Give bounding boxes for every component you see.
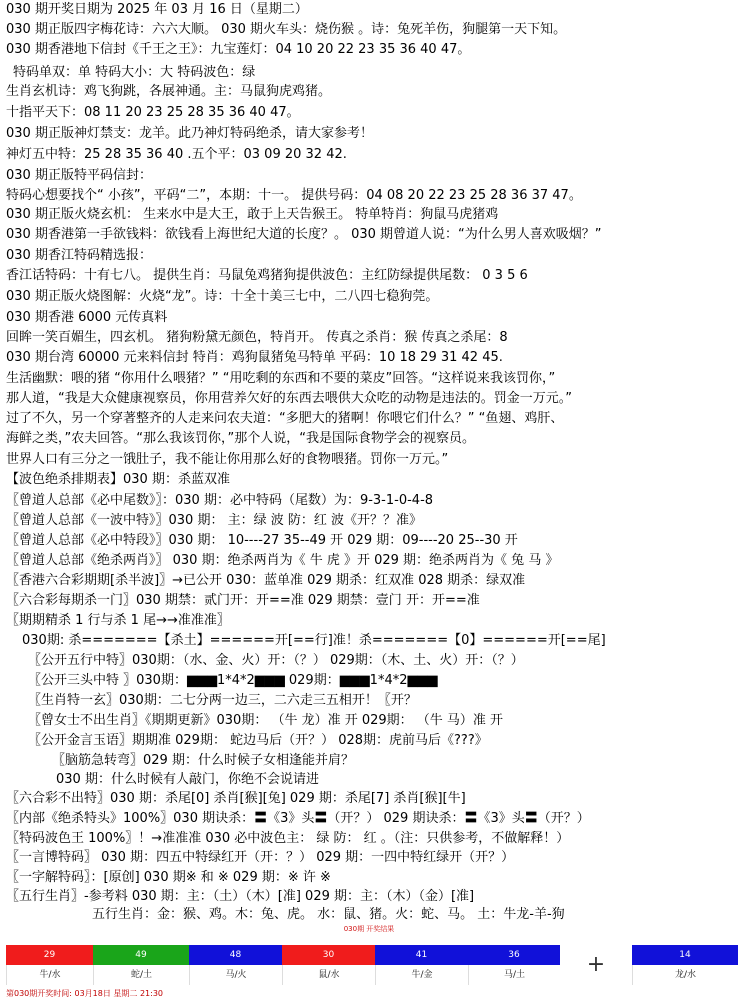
ball-label: 马/土 xyxy=(468,965,560,985)
text-line: 〖一言博特码〗 030 期：四五中特绿红开（开：？） 029 期：一四中特红绿开（开？） xyxy=(6,850,515,865)
text-line: 五行生肖：金：猴、鸡。木：兔、虎。 水：鼠、猪。火：蛇、马。 土：牛龙-羊-狗 xyxy=(92,907,565,922)
ball-label: 鼠/水 xyxy=(282,965,375,985)
text-line: 生活幽默：喂的猪 “你用什么喂猪？” “用吃剩的东西和不要的菜皮”回答。“这样说来我该罚你，” xyxy=(6,371,556,386)
text-line: 神灯五中特：25 28 35 36 40 .五个平：03 09 20 32 42. xyxy=(6,147,347,162)
result-ball: 30 xyxy=(282,945,375,965)
ball-label: 马/火 xyxy=(189,965,282,985)
text-line: 030 期正版火烧图解：火烧“龙”。诗：十全十美三七中，二八四七稳狗莞。 xyxy=(6,289,439,304)
ball-label: 牛/水 xyxy=(6,965,93,985)
text-line: 〖内部《绝杀特头》100%〗030 期诀杀：〓《3》头〓（开？） 029 期诀杀：〓《3》头〓（开？） xyxy=(6,811,590,826)
text-line: 〖公开金言玉语〗期期准 029期： 蛇边马后（开？） 028期：虎前马后《???》 xyxy=(28,733,488,748)
text-line: 〖特码波色王 100%〗！→准准准 030 必中波色主： 绿 防： 红 。（注：只供参考，不做解释！） xyxy=(6,831,570,846)
text-line: 〖一字解特码〗：[原创] 030 期※ 和 ※ 029 期：※ 许 ※ xyxy=(6,870,331,885)
text-line: 〖六合彩不出特〗030 期：杀尾[0] 杀肖[猴][兔] 029 期：杀尾[7] 杀肖[猴][牛] xyxy=(6,791,466,806)
results-title: 030期 开奖结果 xyxy=(343,925,395,933)
special-ball-label: 龙/水 xyxy=(632,965,738,985)
result-ball: 29 xyxy=(6,945,93,965)
text-line: 十指平天下：08 11 20 23 25 28 35 36 40 47。 xyxy=(6,105,300,120)
text-line: 〖曾道人总部《绝杀两肖》〗 030 期：绝杀两肖为《 牛 虎 》开 029 期：绝杀两肖为《 兔 马 》 xyxy=(6,553,559,568)
text-line: 〖香港六合彩期期[杀半波]〗→已公开 030：蓝单准 029 期杀：红双准 028 期杀：绿双准 xyxy=(6,573,526,588)
text-line: 〖五行生肖〗-参考料 030 期：主：（土）（木）[准] 029 期：主：（木）（金）[准] xyxy=(6,889,475,904)
text-line: 030期: 杀=======【杀土】======开[==行]准！杀=======【0】======开[==尾] xyxy=(22,633,606,648)
text-line: 030 期台湾 60000 元来料信封 特肖：鸡狗鼠猪兔马特单 平码：10 18 29 31 42 45. xyxy=(6,350,503,365)
text-line: 那人道，“我是大众健康视察员，你用营养欠好的东西去喂供大众吃的动物是违法的。罚金一万元。” xyxy=(6,391,572,406)
text-line: 〖期期精杀 1 行与杀 1 尾→→准准准〗 xyxy=(6,613,230,628)
text-line: 〖六合彩每期杀一门〗030 期禁：贰门开：开==准 029 期禁：壹门 开：开==准 xyxy=(6,593,480,608)
plus-icon: + xyxy=(586,952,606,977)
text-line: 世界人口有三分之一饿肚子，我不能让你用那么好的食物喂猪。罚你一万元。” xyxy=(6,452,449,467)
text-line: 海鲜之类，”农夫回答。“那么我该罚你，”那个人说，“我是国际食物学会的视察员。 xyxy=(6,431,475,446)
text-line: 030 期正版神灯禁支：龙羊。此乃神灯特码绝杀，请大家参考！ xyxy=(6,126,373,141)
draw-time-footer: 第030期开奖时间: 03月18日 星期二 21:30 xyxy=(6,989,164,998)
text-line: 030 期香江特码精选报： xyxy=(6,248,152,263)
result-ball: 41 xyxy=(375,945,468,965)
ball-label: 牛/金 xyxy=(375,965,468,985)
text-line: 回眸一笑百媚生，四玄机。 猪狗粉黛无颜色，特肖开。 传真之杀肖：猴 传真之杀尾：8 xyxy=(6,330,508,345)
lottery-results-panel xyxy=(0,921,738,1003)
text-line: 030 期：什么时候有人敲门，你绝不会说请进 xyxy=(56,772,319,787)
text-line: 030 期正版火烧玄机： 生来水中是大王，敢于上天告猴王。 特单特肖：狗鼠马虎猪鸡 xyxy=(6,207,499,222)
text-line: 过了不久，另一个穿著整齐的人走来问农夫道：“多肥大的猪啊！你喂它们什么？” “鱼翅、鸡肝、 xyxy=(6,411,564,426)
ball-label: 蛇/土 xyxy=(93,965,189,985)
text-line: 〖曾女士不出生肖〗《期期更新》030期： （牛 龙）准 开 029期： （牛 马）准 开 xyxy=(28,713,504,728)
text-line: 〖公开三头中特 〗030期：▆▆▆1*4*2▆▆▆ 029期：▆▆▆1*4*2▆▆▆ xyxy=(28,673,438,688)
text-line: 【波色绝杀排期表】030 期：杀蓝双准 xyxy=(6,472,230,487)
text-line: 〖曾道人总部《必中特段》〗030 期： 10----27 35--49 开 029 期：09----20 25--30 开 xyxy=(6,533,518,548)
text-line: 030 期香港地下信封《千王之王》：九宝莲灯：04 10 20 22 23 35 36 40 47。 xyxy=(6,42,471,57)
result-ball: 49 xyxy=(93,945,189,965)
text-line: 030 期开奖日期为 2025 年 03 月 16 日（星期二） xyxy=(6,2,308,17)
text-line: 〖脑筋急转弯〗029 期：什么时候子女相逢能并肩？ xyxy=(52,753,354,768)
text-line: 特码单双：单 特码大小：大 特码波色：绿 xyxy=(13,65,256,80)
text-line: 030 期正版四字梅花诗：六六大顺。 030 期火车头：烧伤猴 。诗：兔死羊伤，狗腿第一天下知。 xyxy=(6,22,567,37)
text-line: 香江话特码：十有七八。 提供生肖：马鼠兔鸡猪狗提供波色：主红防绿提供尾数： 0 3 5 6 xyxy=(6,268,528,283)
text-line: 〖曾道人总部《一波中特》〗030 期： 主：绿 波 防：红 波《开？？准》 xyxy=(6,513,422,528)
text-line: 〖公开五行中特〗030期：（水、金、火）开：（？） 029期：（木、土、火）开：（？） xyxy=(28,653,524,668)
result-ball: 36 xyxy=(468,945,560,965)
text-line: 生肖玄机诗：鸡飞狗跳，各展神通。主：马鼠狗虎鸡猪。 xyxy=(6,84,332,99)
text-line: 030 期香港 6000 元传真料 xyxy=(6,310,168,325)
result-ball: 48 xyxy=(189,945,282,965)
special-ball: 14 xyxy=(632,945,738,965)
text-line: 特码心想要找个“ 小孩”，平码“二”，本期：十一。 提供号码：04 08 20 22 23 25 28 36 37 47。 xyxy=(6,188,582,203)
text-line: 〖曾道人总部《必中尾数》〗：030 期：必中特码（尾数）为：9-3-1-0-4-8 xyxy=(6,493,434,508)
text-line: 030 期香港第一手欲钱料：欲钱看上海世纪大道的长度？。 030 期曾道人说：“为什么男人喜欢吸烟？” xyxy=(6,227,602,242)
text-line: 〖生肖特一玄〗030期：二七分两一边三，二六走三五相开！〖开？ xyxy=(28,693,417,708)
text-line: 030 期正版特平码信封： xyxy=(6,168,152,183)
